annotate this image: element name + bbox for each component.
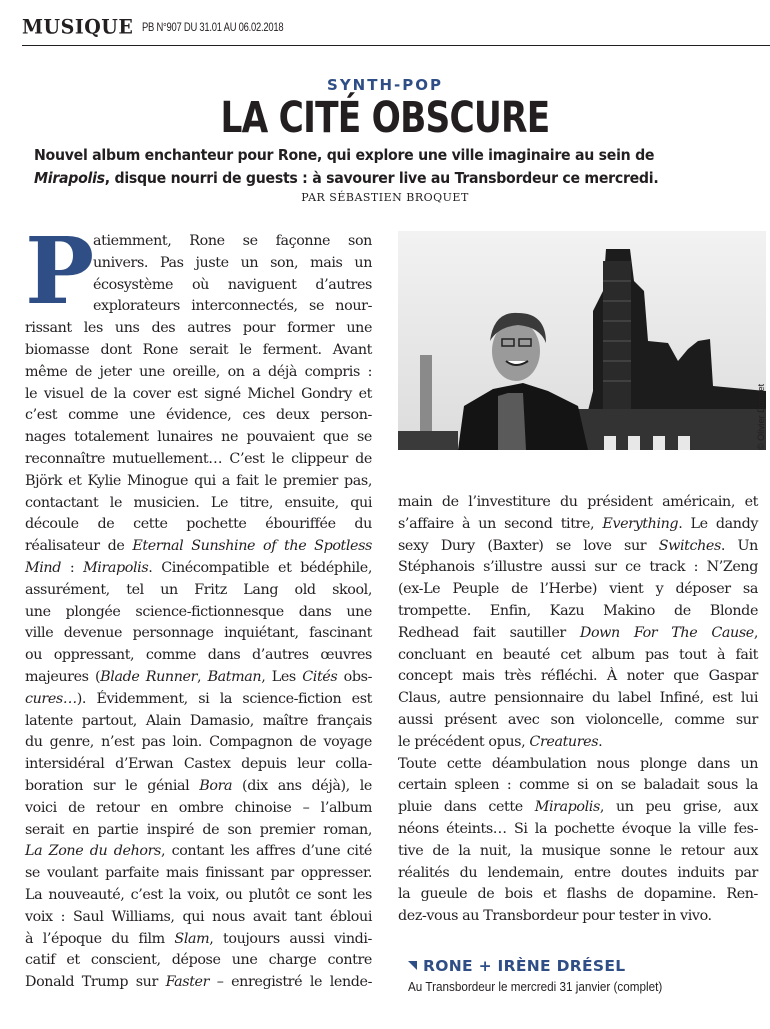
text-line xyxy=(25,645,372,667)
text-segment: dez-vous au Transbordeur pour tester in vivo. xyxy=(398,908,712,925)
text-segment: , Les xyxy=(261,668,303,685)
text-segment: , un peu grise, aux xyxy=(599,799,758,816)
text-segment: , xyxy=(753,624,758,641)
text-segment: contactant le musicien. Le titre, ensuite, qui xyxy=(25,494,372,511)
text-line xyxy=(398,514,758,536)
text-segment: réalités du lendemain, entre doutes induits par xyxy=(398,864,758,881)
text-segment: pluie dans cette xyxy=(398,799,535,816)
text-segment: main de l’investiture du président américain, et xyxy=(398,494,758,510)
text-segment: reconnaître mutuellement… C’est le clippeur de xyxy=(25,450,372,467)
text-line xyxy=(398,492,758,514)
text-segment: . Cinécompatible et bédéphile, xyxy=(148,559,372,576)
text-segment: Claus, autre pensionnaire du label Infiné, est lui xyxy=(398,690,758,707)
text-line xyxy=(398,623,758,645)
text-segment: écosystème où naviguent d’autres xyxy=(93,276,372,293)
italic-title: Batman xyxy=(207,668,262,685)
standfirst-line: Mirapolis, disque nourri de guests : à savourer live au Transbordeur ce mercredi. xyxy=(34,169,659,187)
text-segment: catif et conscient, dépose une charge contre xyxy=(25,952,372,969)
text-line xyxy=(25,253,372,275)
text-segment: serait en partie inspiré de son premier roman, xyxy=(25,821,372,838)
text-line xyxy=(25,841,372,863)
text-segment: majeures ( xyxy=(25,668,101,685)
article-standfirst xyxy=(34,144,764,190)
text-line xyxy=(25,296,372,318)
text-line xyxy=(25,427,372,449)
text-segment: obs- xyxy=(337,668,372,685)
text-line xyxy=(25,711,372,733)
text-segment: biomasse dont Rone serait le ferment. Avant xyxy=(25,341,372,358)
photo-credit: © Olivier Donnet xyxy=(756,383,766,450)
text-segment: réalisateur de xyxy=(25,538,133,555)
italic-title: Mind xyxy=(25,559,61,576)
text-segment: voici de retour en ombre chinoise – l’album xyxy=(25,799,372,816)
album-name: Mirapolis xyxy=(34,169,105,187)
italic-title: Everything xyxy=(602,515,679,532)
article-title: LA CITÉ OBSCURE xyxy=(220,93,550,143)
byline: PAR SÉBASTIEN BROQUET xyxy=(301,191,469,204)
italic-title: Mirapolis xyxy=(534,799,600,816)
text-line xyxy=(398,819,758,841)
section-name: MUSIQUE xyxy=(22,15,134,39)
text-segment: certain spleen : comme si on se baladait sous la xyxy=(398,777,758,794)
text-line xyxy=(398,601,758,623)
text-line xyxy=(25,384,372,406)
text-line xyxy=(25,885,372,907)
text-line xyxy=(25,493,372,515)
article-kicker: SYNTH-POP xyxy=(327,76,443,94)
text-line xyxy=(398,645,758,667)
text-line xyxy=(25,340,372,362)
triangle-marker-icon xyxy=(408,961,417,970)
italic-title: cures… xyxy=(25,690,77,707)
text-segment: boration sur le génial xyxy=(25,777,200,794)
text-segment: du genre, n’est pas loin. Compagnon de voyage xyxy=(25,734,372,751)
italic-title: Cités xyxy=(302,668,338,685)
text-line xyxy=(25,907,372,929)
text-line xyxy=(398,884,758,906)
text-segment: ou oppressant, comme dans d’autres œuvres xyxy=(25,647,372,664)
text-segment: découle de cette pochette ébouriffée du xyxy=(25,516,372,533)
text-line xyxy=(25,950,372,972)
event-box xyxy=(408,957,691,994)
text-line xyxy=(25,449,372,471)
text-segment: le visuel de la cover est signé Michel Gondry et xyxy=(25,385,372,402)
text-line xyxy=(398,775,758,797)
text-segment: , toujours aussi vindi- xyxy=(209,930,372,947)
text-line xyxy=(25,362,372,384)
italic-title: La Zone du dehors xyxy=(25,843,161,860)
text-segment: voix : Saul Williams, qui nous avait tant ébloui xyxy=(25,908,372,925)
text-segment: le précédent opus, xyxy=(398,733,530,750)
text-line xyxy=(25,820,372,842)
text-segment: ). Évidemment, si la science-fiction est xyxy=(76,690,372,707)
text-line xyxy=(25,231,372,253)
italic-title: Faster xyxy=(165,974,210,991)
text-segment: la gueule de bois et flashs de dopamine. Ren- xyxy=(398,886,758,903)
text-segment: ville devenue personnage inquiétant, fascinant xyxy=(25,625,372,642)
text-segment: univers. Pas juste un son, mais un xyxy=(93,254,372,271)
text-segment: atiemment, Rone se façonne son xyxy=(93,233,372,249)
italic-title: Slam xyxy=(174,930,210,947)
text-line xyxy=(25,471,372,493)
italic-title: Bora xyxy=(199,777,233,794)
text-segment: néons éteints… Si la pochette évoque la ville fes- xyxy=(398,820,758,837)
text-segment: – enregistré le lende- xyxy=(209,974,372,991)
text-segment: c’est comme une évidence, ces deux person- xyxy=(25,407,372,424)
text-segment: (dix ans déjà), le xyxy=(232,777,372,794)
text-segment: rissant les uns des autres pour former une xyxy=(25,320,372,337)
text-line xyxy=(25,514,372,536)
text-segment: Redhead fait sautiller xyxy=(398,624,580,641)
text-line xyxy=(398,710,758,732)
italic-title: Creatures xyxy=(529,733,599,750)
text-segment: se voulant parfaite mais finissant par oppresser. xyxy=(25,865,372,882)
event-title: RONE + IRÈNE DRÉSEL xyxy=(408,957,691,975)
text-line xyxy=(398,688,758,710)
text-line xyxy=(25,972,372,994)
text-line xyxy=(398,863,758,885)
article-column-left xyxy=(25,217,372,994)
italic-title: Eternal Sunshine of the Spotless xyxy=(132,538,372,555)
text-segment: intersidéral d’Erwan Castex depuis leur colla- xyxy=(25,756,372,773)
text-segment: Stéphanois s’illustre aussi sur ce track : N’Zeng xyxy=(398,559,758,576)
text-segment: à l’époque du film xyxy=(25,930,175,947)
text-line xyxy=(25,623,372,645)
text-segment: même de jeter une oreille, on a déjà compris : xyxy=(25,363,372,380)
text-line xyxy=(25,405,372,427)
issue-info: PB N°907 DU 31.01 AU 06.02.2018 xyxy=(142,22,284,34)
text-line xyxy=(398,579,758,601)
text-line xyxy=(25,863,372,885)
text-line xyxy=(25,580,372,602)
text-line xyxy=(398,754,758,776)
drop-cap: P xyxy=(25,217,95,325)
text-line xyxy=(25,667,372,689)
text-segment: aussi présent avec son violoncelle, comme sur xyxy=(398,711,758,728)
text-segment: Toute cette déambulation nous plonge dans un xyxy=(398,755,758,772)
text-line xyxy=(398,841,758,863)
text-line xyxy=(25,798,372,820)
standfirst-line: Nouvel album enchanteur pour Rone, qui explore une ville imaginaire au sein de xyxy=(34,146,655,164)
text-segment: explorateurs interconnectés, se nour- xyxy=(93,298,372,315)
text-line xyxy=(25,602,372,624)
text-line xyxy=(398,732,758,754)
text-line xyxy=(25,776,372,798)
text-segment: une plongée science-fictionnesque dans une xyxy=(25,603,372,620)
text-segment: Donald Trump sur xyxy=(25,974,166,991)
text-line xyxy=(398,797,758,819)
text-segment: assurément, tel un Fritz Lang old skool, xyxy=(25,581,372,598)
article-column-right xyxy=(398,492,758,928)
text-segment: . xyxy=(598,733,603,750)
text-line xyxy=(25,318,372,340)
text-segment: , contant les affres d’une cité xyxy=(161,843,372,860)
text-line xyxy=(25,754,372,776)
text-segment: Björk et Kylie Minogue qui a fait le premier pas, xyxy=(25,472,372,489)
text-segment: concluant en beauté cet album pas tout à fait xyxy=(398,646,758,663)
text-segment: (ex-Le Peuple de l’Herbe) vient y déposer sa xyxy=(398,581,758,598)
italic-title: Blade Runner xyxy=(100,668,198,685)
text-segment: tive de la nuit, la musique sonne le retour aux xyxy=(398,842,758,859)
text-segment: : xyxy=(60,559,84,576)
text-line xyxy=(398,536,758,558)
text-line xyxy=(398,666,758,688)
page-header xyxy=(22,16,770,46)
text-line xyxy=(398,906,758,928)
text-line xyxy=(25,732,372,754)
italic-title: Switches xyxy=(658,537,721,554)
text-segment: latente partout, Alain Damasio, maître français xyxy=(25,712,372,729)
text-segment: s’affaire à un second titre, xyxy=(398,515,603,532)
text-segment: , xyxy=(197,668,208,685)
event-details: Au Transbordeur le mercredi 31 janvier (complet) xyxy=(408,979,663,994)
italic-title: Mirapolis xyxy=(83,559,149,576)
text-line xyxy=(25,558,372,580)
photo-image xyxy=(398,231,766,450)
text-segment: trompette. Enfin, Kazu Makino de Blonde xyxy=(398,602,758,619)
text-line xyxy=(25,689,372,711)
text-segment: concept mais très réfléchi. À noter que Gaspar xyxy=(398,668,758,685)
text-line xyxy=(25,536,372,558)
text-segment: . Un xyxy=(720,537,758,554)
text-segment: nages totalement lunaires ne pouvaient que se xyxy=(25,429,372,446)
text-segment: sexy Dury (Baxter) se love sur xyxy=(398,537,659,554)
text-segment: . Le dandy xyxy=(678,515,759,532)
text-segment: La nouveauté, c’est la voix, ou plutôt ce sont les xyxy=(25,886,372,903)
article-photo xyxy=(398,231,766,450)
text-line xyxy=(398,557,758,579)
italic-title: Down For The Cause xyxy=(579,624,754,641)
text-line xyxy=(25,929,372,951)
text-line xyxy=(25,275,372,297)
